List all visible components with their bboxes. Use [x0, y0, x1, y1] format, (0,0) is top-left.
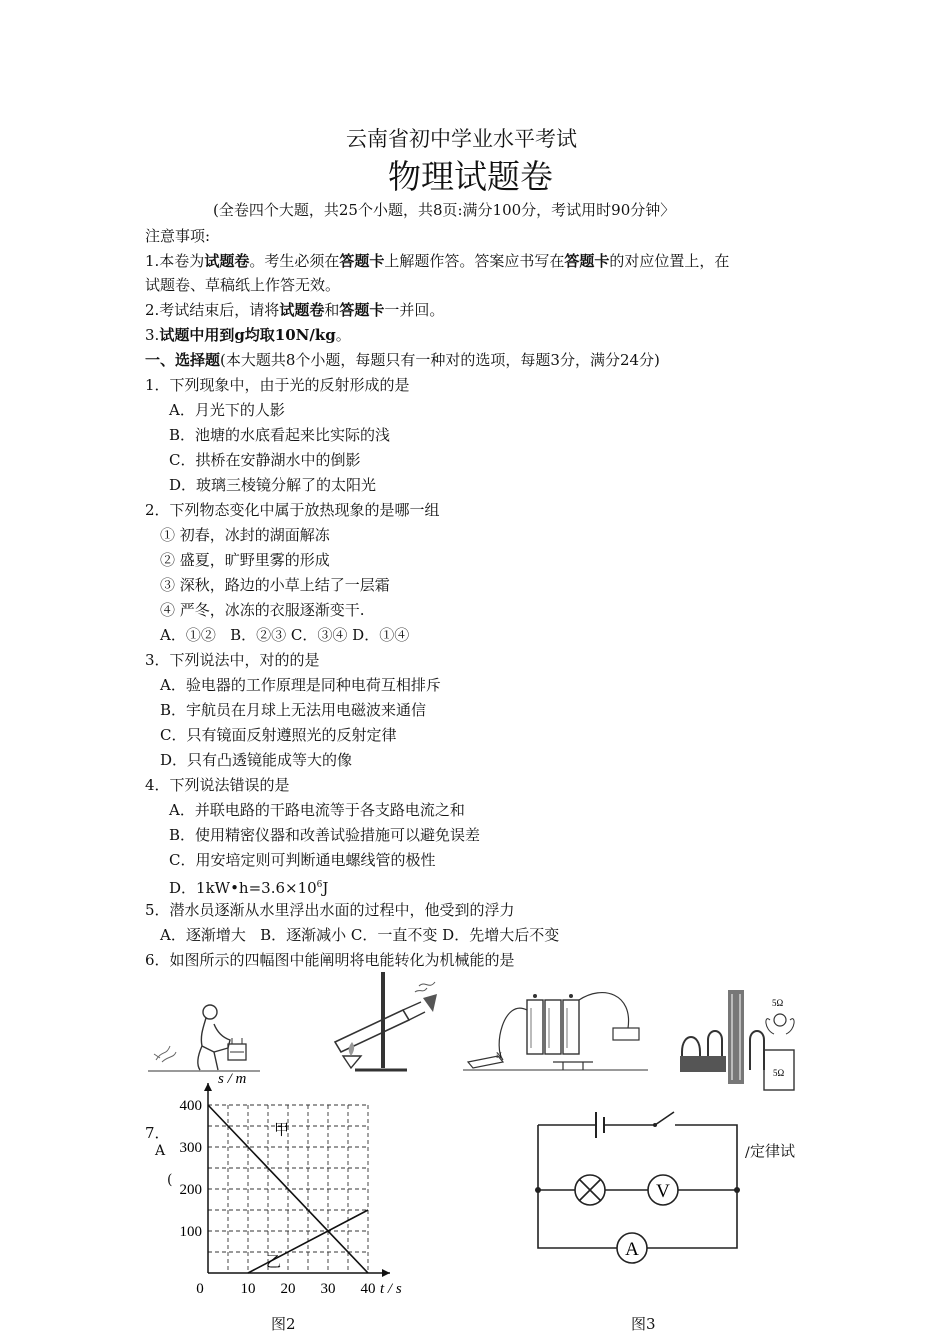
q3-option-d: D．只有凸透镜能成等大的像 [160, 751, 353, 769]
y-tick-label: 100 [179, 1224, 202, 1240]
q7-fragment-paren: ( [167, 1172, 173, 1188]
q4-option-d-exponent: 6 [316, 880, 323, 890]
note-1-text: 1.本卷为 [145, 252, 205, 270]
q2-item-4: ④ 严冬，冰冻的衣服逐渐变干. [160, 601, 365, 619]
q2-item-1: ① 初春，冰封的湖面解冻 [160, 526, 330, 544]
section-1-desc: (本大题共8个小题，每题只有一种对的选项，每题3分，满分24分) [220, 351, 660, 369]
q4-option-d [169, 874, 328, 899]
y-axis-label: s / m [218, 1071, 247, 1087]
note-3-text: 。 [335, 326, 351, 344]
q4-option-a: A．并联电路的干路电流等于各支路电流之和 [169, 801, 465, 819]
q6-stem: 6．如图所示的四幅图中能阐明将电能转化为机械能的是 [145, 951, 515, 969]
q3-stem: 3．下列说法中，对的的是 [145, 651, 320, 669]
resistor-label-2: 5Ω [773, 1068, 785, 1078]
x-tick-label: 10 [240, 1281, 256, 1297]
q3-option-c: C．只有镜面反射遵照光的反射定律 [160, 726, 397, 744]
q1-option-b: B．池塘的水底看起来比实际的浅 [169, 426, 391, 444]
note-1-cont: 试题卷、草稿纸上作答无效。 [145, 276, 341, 294]
series-label-1: 甲 [274, 1122, 290, 1139]
switch-icon [655, 1112, 674, 1125]
section-1-header [145, 349, 660, 371]
note-3-text: 3. [145, 326, 160, 344]
y-tick-label: 200 [179, 1182, 202, 1198]
exam-info: (全卷四个大题，共25个小题，共8页:满分100分，考试用时90分钟〉 [213, 201, 676, 219]
q4-stem: 4．下列说法错误的是 [145, 776, 290, 794]
x-axis-label: t / s [380, 1281, 402, 1297]
note-2-bold: 答题卡 [339, 301, 385, 319]
q3-option-a: A．验电器的工作原理是同种电荷互相排斥 [160, 676, 441, 694]
battery-icon [596, 1112, 604, 1138]
q2-item-3: ③ 深秋，路边的小草上结了一层霜 [160, 576, 390, 594]
y-axis-arrow [204, 1083, 212, 1091]
q4-option-b: B．使用精密仪器和改善试验措施可以避免误差 [169, 826, 481, 844]
q1-option-c: C．拱桥在安静湖水中的倒影 [169, 451, 361, 469]
note-2-text: 2.考试结束后，请将 [145, 301, 280, 319]
q4-option-c: C．用安培定则可判断通电螺线管的极性 [169, 851, 436, 869]
x-axis-arrow [382, 1269, 390, 1277]
q7-fragment-a: A [155, 1143, 166, 1159]
q4-option-d-unit: J [322, 879, 329, 897]
q1-option-a: A．月光下的人影 [169, 401, 285, 419]
q1-stem: 1．下列现象中，由于光的反射形成的是 [145, 376, 410, 394]
illustration-joule-heating [680, 990, 808, 1094]
series-label-2: 乙 [266, 1254, 282, 1271]
resistor-label-1: 5Ω [772, 998, 784, 1008]
x-tick-label: 0 [196, 1281, 204, 1297]
figure-3-caption: 图3 [631, 1315, 656, 1333]
illustration-hand-generator [148, 1000, 260, 1072]
circuit-wire-top-right [675, 1125, 737, 1190]
note-1 [145, 250, 729, 272]
note-1-text: 的对应位置上，在 [609, 252, 730, 270]
illustration-test-tube-heating [325, 972, 440, 1072]
x-tick-label: 40 [360, 1281, 376, 1297]
q5-options: A．逐渐增大 B．逐渐减小 C．一直不变 D．先增大后不变 [160, 926, 560, 944]
lamp-icon [575, 1175, 605, 1205]
section-1-heading: 一、选择题 [145, 351, 221, 369]
exam-title: 物理试题卷 [388, 157, 553, 196]
q4-option-d-text: D．1kW•h=3.6×10 [169, 879, 317, 897]
figure-2-caption: 图2 [271, 1315, 296, 1333]
figure-2-st-chart [170, 1071, 420, 1297]
note-1-bold: 答题卡 [339, 252, 385, 270]
voltmeter-label: V [656, 1181, 670, 1202]
note-2 [145, 299, 444, 321]
q7-fragment-right: 定律试 [750, 1142, 796, 1160]
q3-option-b: B．宇航员在月球上无法用电磁波来通信 [160, 701, 427, 719]
x-tick-label: 20 [280, 1281, 296, 1297]
note-2-bold: 试题卷 [279, 301, 325, 319]
q5-stem: 5．潜水员逐渐从水里浮出水面的过程中，他受到的浮力 [145, 901, 515, 919]
q7-number: 7． [145, 1124, 170, 1142]
q2-item-2: ② 盛夏，旷野里雾的形成 [160, 551, 330, 569]
notes-heading: 注意事项: [145, 227, 211, 245]
n-label: N [496, 1051, 502, 1060]
note-1-bold: 试题卷 [204, 252, 250, 270]
illustration-battery-circuit [463, 988, 648, 1072]
ammeter-label: A [625, 1239, 639, 1260]
q7-fragment-mark: / [745, 1145, 750, 1161]
note-2-text: 和 [324, 301, 340, 319]
q1-option-d: D．玻璃三棱镜分解了的太阳光 [169, 476, 377, 494]
note-1-text: 。考生必须在 [249, 252, 340, 270]
exam-subtitle: 云南省初中学业水平考试 [346, 127, 577, 151]
q2-stem: 2．下列物态变化中属于放热现象的是哪一组 [145, 501, 440, 519]
note-2-text: 一并回。 [384, 301, 445, 319]
note-3 [145, 324, 351, 346]
q2-options: A．①② B．②③ C．③④ D．①④ [160, 626, 410, 644]
note-3-bold: 试题中用到g均取10N/kg [159, 326, 336, 344]
x-tick-label: 30 [320, 1281, 336, 1297]
y-tick-label: 400 [179, 1098, 202, 1114]
note-1-text: 上解题作答。答案应书写在 [384, 252, 565, 270]
figure-3-circuit [530, 1100, 745, 1280]
y-tick-label: 300 [179, 1140, 202, 1156]
note-1-bold: 答题卡 [564, 252, 610, 270]
